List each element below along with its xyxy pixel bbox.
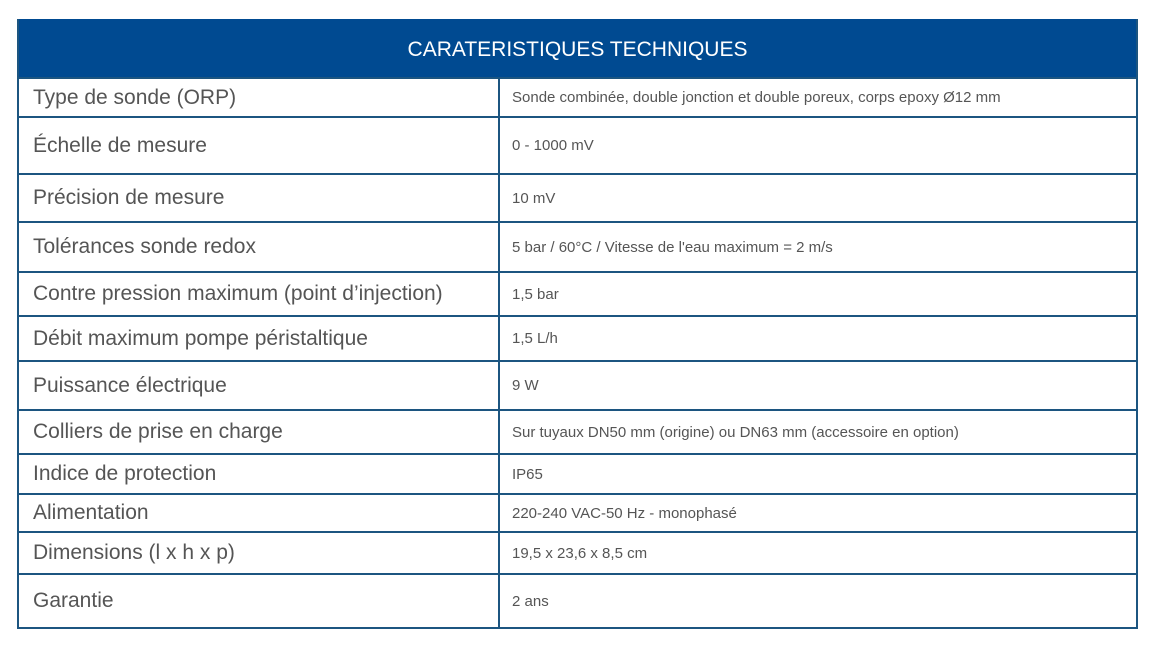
table-row [19, 573, 1136, 627]
table-row [19, 116, 1136, 173]
specs-table [17, 19, 1138, 629]
spec-value: 9 W [512, 377, 539, 394]
spec-value: 0 - 1000 mV [512, 137, 594, 154]
table-row [19, 315, 1136, 360]
spec-label: Colliers de prise en charge [19, 411, 500, 453]
spec-value: Sonde combinée, double jonction et double poreux, corps epoxy Ø12 mm [512, 89, 1001, 106]
spec-label: Contre pression maximum (point d’injection) [19, 273, 500, 315]
spec-label: Dimensions (l x h x p) [19, 533, 500, 573]
spec-value: 2 ans [512, 592, 549, 610]
spec-label: Alimentation [19, 495, 500, 531]
table-row [19, 493, 1136, 531]
spec-label: Débit maximum pompe péristaltique [19, 317, 500, 360]
table-row [19, 409, 1136, 453]
table-title: CARATERISTIQUES TECHNIQUES [19, 19, 1136, 77]
spec-value: 1,5 L/h [512, 330, 558, 347]
spec-value: 10 mV [512, 189, 556, 207]
table-row [19, 271, 1136, 315]
spec-label: Échelle de mesure [19, 118, 500, 173]
spec-label: Type de sonde (ORP) [19, 79, 500, 116]
spec-label: Précision de mesure [19, 175, 500, 221]
table-row [19, 173, 1136, 221]
spec-value: Sur tuyaux DN50 mm (origine) ou DN63 mm (accessoire en option) [512, 423, 959, 441]
spec-label: Puissance électrique [19, 362, 500, 409]
spec-value: 220-240 VAC-50 Hz - monophasé [512, 504, 737, 522]
table-row [19, 453, 1136, 493]
table-row [19, 531, 1136, 573]
table-row [19, 221, 1136, 271]
spec-value: IP65 [512, 465, 543, 483]
spec-value: 19,5 x 23,6 x 8,5 cm [512, 544, 648, 562]
table-row [19, 77, 1136, 116]
spec-label: Indice de protection [19, 455, 500, 493]
spec-label: Tolérances sonde redox [19, 223, 500, 271]
spec-label: Garantie [19, 575, 500, 627]
spec-value: 5 bar / 60°C / Vitesse de l'eau maximum = 2 m/s [512, 238, 833, 256]
spec-value: 1,5 bar [512, 285, 559, 303]
table-row [19, 360, 1136, 409]
